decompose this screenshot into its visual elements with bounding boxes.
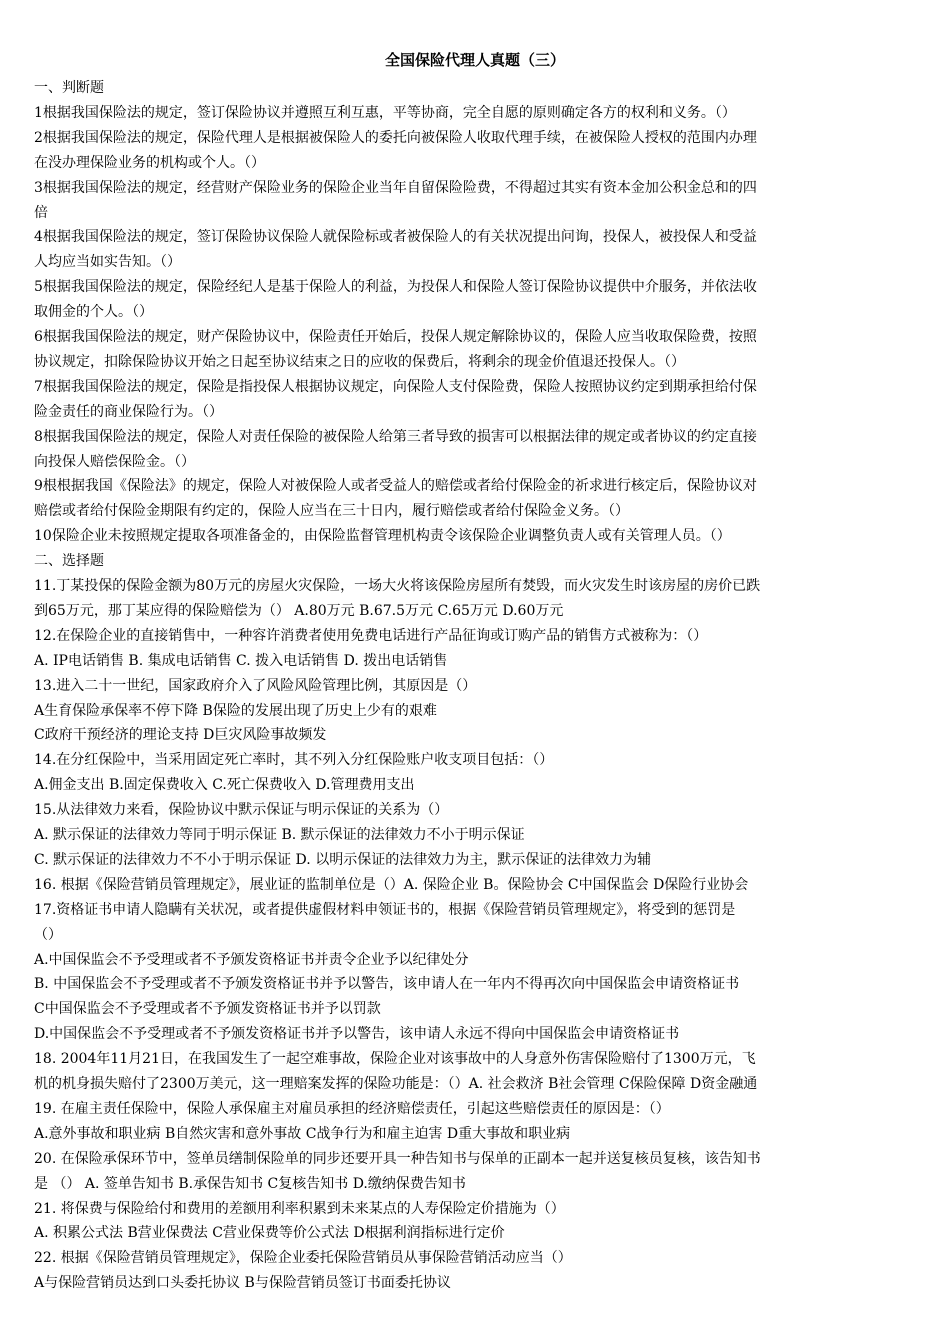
- text-line: 15.从法律效力来看，保险协议中默示保证与明示保证的关系为（）: [34, 802, 449, 819]
- text-line: A.中国保监会不予受理或者不予颁发资格证书并责令企业予以纪律处分: [34, 951, 469, 968]
- text-line: 4根据我国保险法的规定，签订保险协议保险人就保险标或者被保险人的有关状况提出问询，投保人，被投保人和受益: [34, 229, 757, 246]
- text-line: A. 积累公式法 B营业保费法 C营业保费等价公式法 D根据利润指标进行定价: [34, 1225, 505, 1242]
- text-line: C政府干预经济的理论支持 D巨灾风险事故频发: [34, 727, 327, 744]
- text-line: 一、判断题: [34, 80, 104, 96]
- text-line: 12.在保险企业的直接销售中，一种容许消费者使用免费电话进行产品征询或订购产品的销售方式被称为：（）: [34, 627, 708, 644]
- text-line: 赔偿或者给付保险金期限有约定的，保险人应当在三十日内，履行赔偿或者给付保险金义务。（）: [34, 503, 629, 520]
- text-line: 7根据我国保险法的规定，保险是指投保人根据协议规定，向保险人支付保险费，保险人按照协议约定到期承担给付保: [34, 378, 757, 395]
- document-title: 全国保险代理人真题（三）: [384, 51, 565, 69]
- text-line: 向投保人赔偿保险金。（）: [34, 453, 195, 470]
- text-line: 9根根据我国《保险法》的规定，保险人对被保险人或者受益人的赔偿或者给付保险金的祈求进行核定后，保险协议对: [34, 478, 757, 495]
- text-line: 取佣金的个人。（）: [34, 304, 153, 321]
- text-line: C. 默示保证的法律效力不不小于明示保证 D. 以明示保证的法律效力为主，默示保证的法律效力为辅: [34, 851, 652, 868]
- text-line: 5根据我国保险法的规定，保险经纪人是基于保险人的利益，为投保人和保险人签订保险协议提供中介服务，并依法收: [34, 279, 757, 296]
- text-line: A. IP电话销售 B. 集成电话销售 C. 拨入电话销售 D. 拨出电话销售: [34, 652, 448, 669]
- text-line: 机的机身损失赔付了2300万美元，这一理赔案发挥的保险功能是：（）A. 社会救济 B社会管理 C保险保障 D资金融通: [34, 1076, 758, 1092]
- text-line: B. 中国保监会不予受理或者不予颁发资格证书并予以警告，该申请人在一年内不得再次向中国保监会申请资格证书: [34, 976, 740, 993]
- text-line: 18. 2004年11月21日，在我国发生了一起空难事故，保险企业对该事故中的人身意外伤害保险赔付了1300万元，飞: [34, 1051, 756, 1068]
- text-line: 13.进入二十一世纪，国家政府介入了风险风险管理比例，其原因是（）: [34, 677, 477, 694]
- text-line: 险金责任的商业保险行为。（）: [34, 403, 223, 420]
- text-line: （）: [34, 926, 62, 943]
- text-line: 17.资格证书申请人隐瞒有关状况，或者提供虚假材料申领证书的，根据《保险营销员管理规定》，将受到的惩罚是: [34, 901, 736, 918]
- text-line: 8根据我国保险法的规定，保险人对责任保险的被保险人给第三者导致的损害可以根据法律的规定或者协议的约定直接: [34, 428, 757, 445]
- text-line: 22. 根据《保险营销员管理规定》，保险企业委托保险营销员从事保险营销活动应当（）: [34, 1250, 572, 1267]
- text-line: 倍: [34, 204, 48, 221]
- text-line: 21. 将保费与保险给付和费用的差额用利率积累到未来某点的人寿保险定价措施为（）: [34, 1200, 565, 1217]
- text-line: A.意外事故和职业病 B自然灾害和意外事故 C战争行为和雇主迫害 D重大事故和职业病: [34, 1125, 571, 1142]
- text-line: 11.丁某投保的保险金额为80万元的房屋火灾保险，一场大火将该保险房屋所有焚毁，而火灾发生时该房屋的房价已跌: [34, 578, 761, 594]
- text-line: 1根据我国保险法的规定，签订保险协议并遵照互利互惠，平等协商，完全自愿的原则确定各方的权利和义务。（）: [34, 104, 736, 121]
- text-line: 2根据我国保险法的规定，保险代理人是根据被保险人的委托向被保险人收取代理手续，在被保险人授权的范围内办理: [34, 129, 757, 146]
- text-line: 在没办理保险业务的机构或个人。（）: [34, 154, 265, 171]
- text-line: 人均应当如实告知。（）: [34, 254, 181, 271]
- text-line: 到65万元，那丁某应得的保险赔偿为（） A.80万元 B.67.5万元 C.65万元 D.60万元: [34, 602, 564, 619]
- text-line: A与保险营销员达到口头委托协议 B与保险营销员签订书面委托协议: [34, 1275, 451, 1292]
- text-line: A. 默示保证的法律效力等同于明示保证 B. 默示保证的法律效力不小于明示保证: [34, 827, 525, 843]
- text-line: 16. 根据《保险营销员管理规定》，展业证的监制单位是（）A. 保险企业 B。保险协会 C中国保监会 D保险行业协会: [34, 876, 749, 893]
- text-line: 二、选择题: [34, 553, 104, 570]
- text-line: 6根据我国保险法的规定，财产保险协议中，保险责任开始后，投保人规定解除协议的，保险人应当收取保险费，按照: [34, 329, 757, 345]
- text-line: A.佣金支出 B.固定保费收入 C.死亡保费收入 D.管理费用支出: [34, 777, 415, 794]
- text-line: 14.在分红保险中，当采用固定死亡率时，其不列入分红保险账户收支项目包括：（）: [34, 752, 554, 769]
- text-line: 10保险企业未按照规定提取各项准备金的，由保险监督管理机构责令该保险企业调整负责人或有关管理人员。（）: [34, 528, 731, 545]
- text-line: 20. 在保险承保环节中，签单员缮制保险单的同步还要开具一种告知书与保单的正副本一起并送复核员复核，该告知书: [34, 1150, 761, 1167]
- text-line: 3根据我国保险法的规定，经营财产保险业务的保险企业当年自留保险险费，不得超过其实有资本金加公积金总和的四: [34, 179, 757, 196]
- text-line: 协议规定，扣除保险协议开始之日起至协议结束之日的应收的保费后，将剩余的现金价值退还投保人。（）: [34, 353, 685, 370]
- text-line: C中国保监会不予受理或者不予颁发资格证书并予以罚款: [34, 1001, 381, 1018]
- text-line: 是 （） A. 签单告知书 B.承保告知书 C复核告知书 D.缴纳保费告知书: [34, 1175, 466, 1192]
- text-line: A生育保险承保率不停下降 B保险的发展出现了历史上少有的艰难: [34, 702, 437, 719]
- text-line: D.中国保监会不予受理或者不予颁发资格证书并予以警告，该申请人永远不得向中国保监会申请资格证书: [34, 1026, 680, 1043]
- text-line: 19. 在雇主责任保险中，保险人承保雇主对雇员承担的经济赔偿责任，引起这些赔偿责任的原因是：（）: [34, 1100, 670, 1117]
